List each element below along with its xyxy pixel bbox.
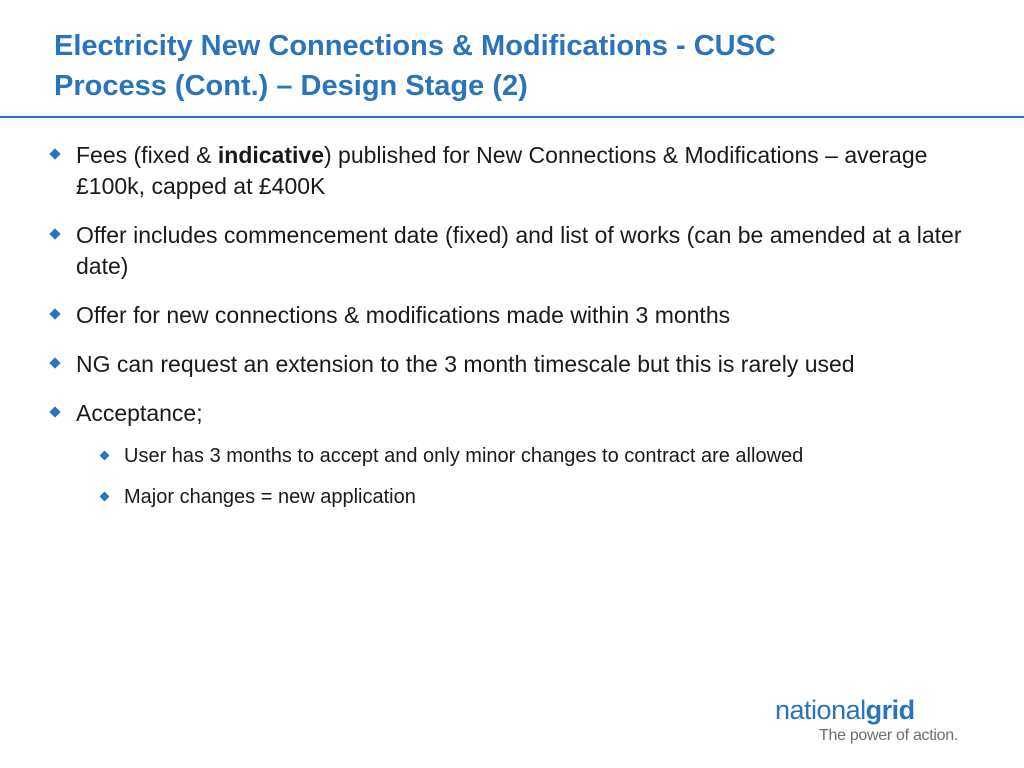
bullet-list [48, 140, 998, 525]
diamond-bullet-icon [49, 228, 60, 239]
logo-word-bold: grid [865, 695, 915, 725]
bullet-text: Offer includes commencement date (fixed) and list of works (can be amended at a later date) [76, 222, 962, 279]
diamond-bullet-icon [100, 451, 110, 461]
slide-title-line-1: Electricity New Connections & Modifications - CUSC [54, 30, 776, 62]
slide-title-line-2: Process (Cont.) – Design Stage (2) [54, 70, 528, 102]
bullet-item-extension [48, 349, 998, 380]
bullet-text-emphasis: indicative [217, 142, 324, 168]
diamond-bullet-icon [100, 492, 110, 502]
bullet-text-part: Fees (fixed & [76, 142, 218, 168]
bullet-text [76, 140, 998, 202]
bullet-text: Acceptance; [76, 400, 203, 426]
diamond-bullet-icon [49, 148, 60, 159]
bullet-text-part: ) published for New Connections & Modifications – average £100k, capped at £400K [76, 142, 928, 199]
diamond-bullet-icon [49, 406, 60, 417]
slide-title [54, 26, 994, 106]
title-divider [0, 116, 1024, 118]
sub-bullet-item-major-changes [98, 484, 998, 511]
diamond-bullet-icon [49, 357, 60, 368]
bullet-item-acceptance [48, 398, 998, 429]
bullet-item-offer-includes [48, 220, 998, 282]
diamond-bullet-icon [49, 308, 60, 319]
logo-wordmark [775, 694, 958, 726]
logo-word-light: national [775, 695, 866, 725]
bullet-text: Offer for new connections & modifications made within 3 months [76, 302, 731, 328]
sub-bullet-text: User has 3 months to accept and only minor changes to contract are allowed [124, 445, 804, 467]
bullet-item-fees [48, 140, 998, 202]
logo-tagline: The power of action. [819, 727, 958, 744]
bullet-item-offer-timing [48, 300, 998, 331]
sub-bullet-text: Major changes = new application [124, 486, 416, 508]
sub-bullet-item-accept-window [98, 443, 998, 470]
bullet-text: NG can request an extension to the 3 month timescale but this is rarely used [76, 351, 855, 377]
national-grid-logo [775, 694, 958, 746]
